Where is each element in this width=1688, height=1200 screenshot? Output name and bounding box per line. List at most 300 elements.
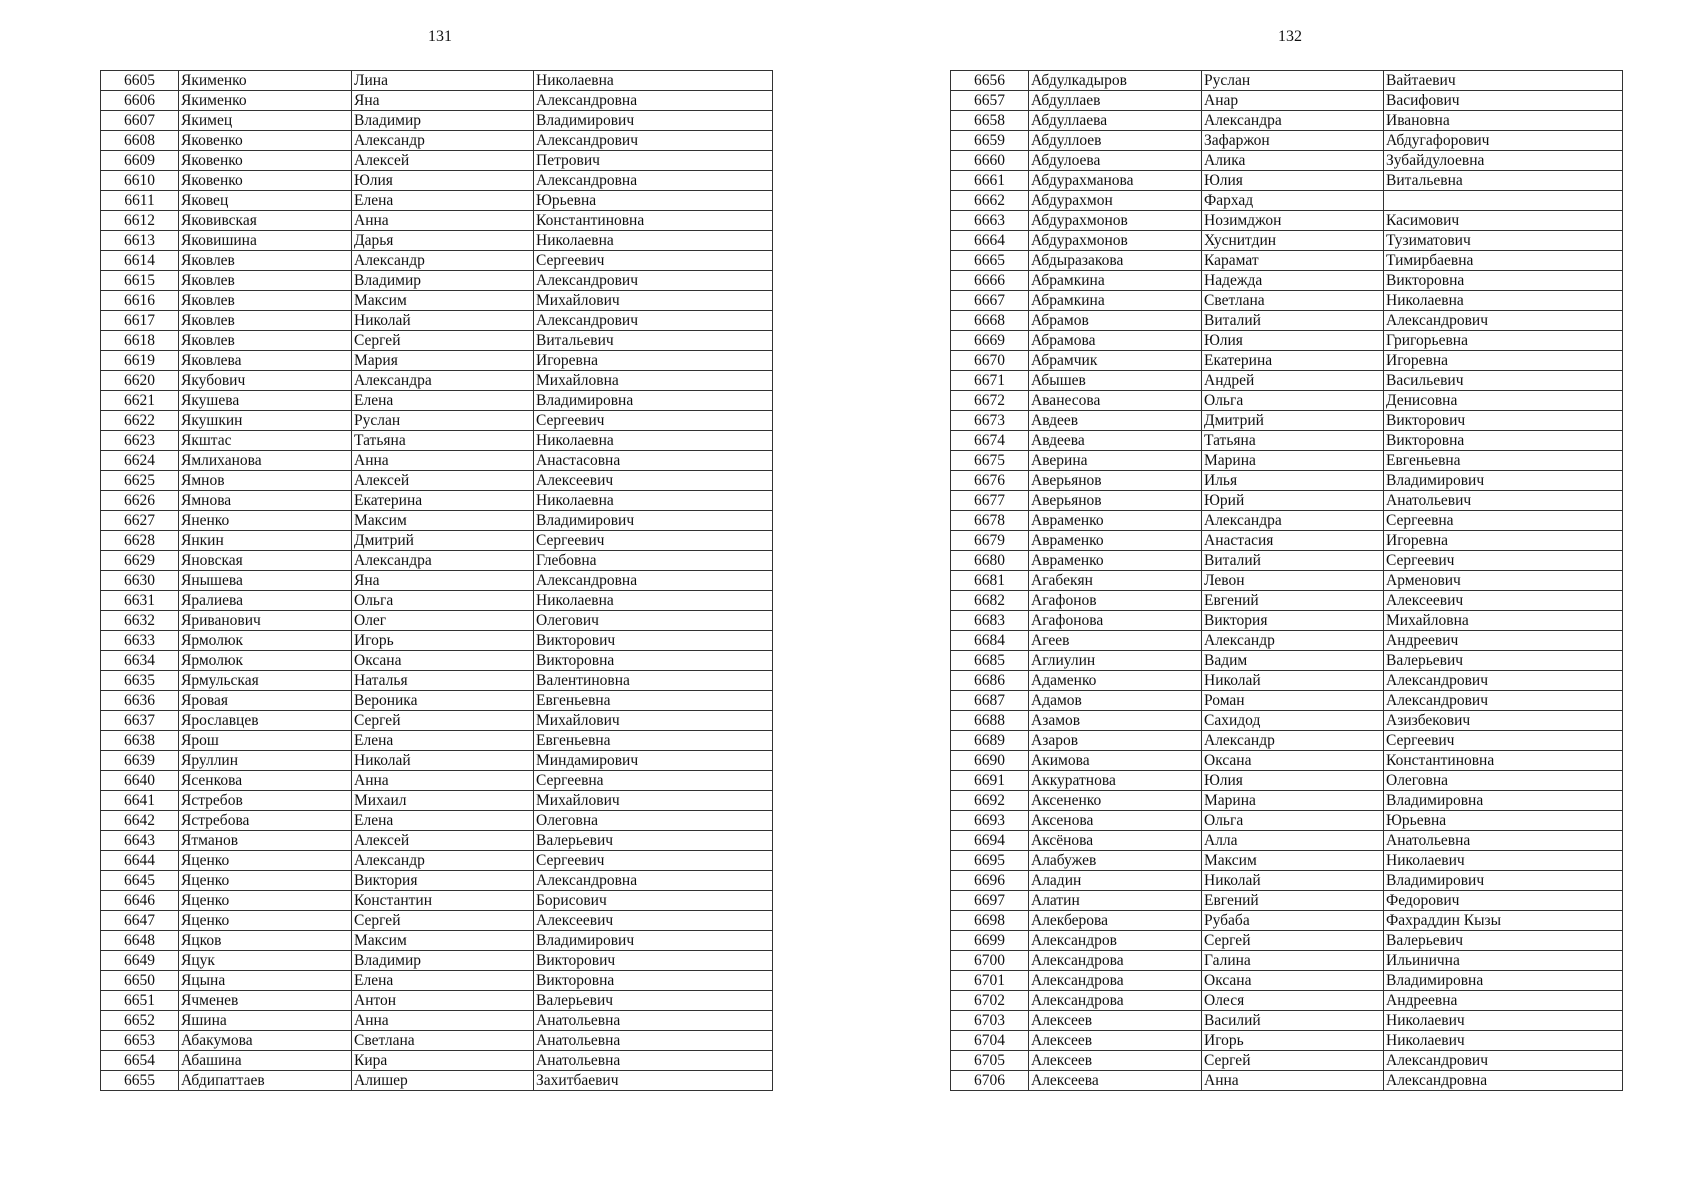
first-name-cell: Александра [1202, 511, 1384, 531]
patronymic-cell: Евгеньевна [1384, 451, 1623, 471]
patronymic-cell: Александрович [1384, 1051, 1623, 1071]
first-name-cell: Оксана [352, 651, 534, 671]
table-row [101, 631, 773, 651]
patronymic-cell: Борисович [534, 891, 773, 911]
first-name-cell: Зафаржон [1202, 131, 1384, 151]
first-name-cell: Яна [352, 91, 534, 111]
first-name-cell: Марина [1202, 791, 1384, 811]
patronymic-cell: Владимирович [1384, 471, 1623, 491]
record-number-cell: 6644 [101, 851, 179, 871]
record-number-cell: 6692 [951, 791, 1029, 811]
record-number-cell: 6700 [951, 951, 1029, 971]
record-number-cell: 6671 [951, 371, 1029, 391]
record-number-cell: 6605 [101, 71, 179, 91]
last-name-cell: Агеев [1029, 631, 1202, 651]
last-name-cell: Авраменко [1029, 551, 1202, 571]
record-number-cell: 6660 [951, 151, 1029, 171]
last-name-cell: Якименко [179, 71, 352, 91]
table-row [951, 71, 1623, 91]
patronymic-cell: Валерьевич [1384, 651, 1623, 671]
first-name-cell: Елена [352, 811, 534, 831]
record-number-cell: 6663 [951, 211, 1029, 231]
patronymic-cell: Сергеевич [534, 251, 773, 271]
record-number-cell: 6611 [101, 191, 179, 211]
record-number-cell: 6640 [101, 771, 179, 791]
patronymic-cell: Александровна [534, 871, 773, 891]
first-name-cell: Екатерина [352, 491, 534, 511]
patronymic-cell: Владимирович [1384, 871, 1623, 891]
last-name-cell: Аксенова [1029, 811, 1202, 831]
last-name-cell: Аксёнова [1029, 831, 1202, 851]
last-name-cell: Якштас [179, 431, 352, 451]
last-name-cell: Яровая [179, 691, 352, 711]
table-row [101, 651, 773, 671]
table-row [101, 751, 773, 771]
first-name-cell: Владимир [352, 111, 534, 131]
last-name-cell: Адамов [1029, 691, 1202, 711]
first-name-cell: Оксана [1202, 751, 1384, 771]
record-number-cell: 6609 [101, 151, 179, 171]
record-number-cell: 6632 [101, 611, 179, 631]
last-name-cell: Аверьянов [1029, 471, 1202, 491]
last-name-cell: Яненко [179, 511, 352, 531]
first-name-cell: Екатерина [1202, 351, 1384, 371]
table-row [951, 731, 1623, 751]
record-number-cell: 6706 [951, 1071, 1029, 1091]
table-row [951, 811, 1623, 831]
last-name-cell: Абдуллаев [1029, 91, 1202, 111]
first-name-cell: Андрей [1202, 371, 1384, 391]
patronymic-cell: Александрович [1384, 311, 1623, 331]
last-name-cell: Ямнов [179, 471, 352, 491]
patronymic-cell: Владимирович [534, 931, 773, 951]
record-number-cell: 6667 [951, 291, 1029, 311]
first-name-cell: Роман [1202, 691, 1384, 711]
first-name-cell: Елена [352, 191, 534, 211]
table-row [101, 931, 773, 951]
table-row [101, 171, 773, 191]
first-name-cell: Вероника [352, 691, 534, 711]
last-name-cell: Ямлиханова [179, 451, 352, 471]
first-name-cell: Олеся [1202, 991, 1384, 1011]
last-name-cell: Агафонов [1029, 591, 1202, 611]
first-name-cell: Анастасия [1202, 531, 1384, 551]
table-row [101, 1051, 773, 1071]
table-row [951, 911, 1623, 931]
record-number-cell: 6651 [101, 991, 179, 1011]
first-name-cell: Евгений [1202, 891, 1384, 911]
table-row [101, 411, 773, 431]
table-row [101, 471, 773, 491]
record-number-cell: 6625 [101, 471, 179, 491]
last-name-cell: Авдеев [1029, 411, 1202, 431]
table-row [101, 891, 773, 911]
first-name-cell: Юлия [1202, 171, 1384, 191]
first-name-cell: Елена [352, 731, 534, 751]
last-name-cell: Яковлев [179, 311, 352, 331]
first-name-cell: Игорь [1202, 1031, 1384, 1051]
patronymic-cell: Евгеньевна [534, 731, 773, 751]
first-name-cell: Николай [352, 311, 534, 331]
first-name-cell: Татьяна [352, 431, 534, 451]
patronymic-cell: Андреевич [1384, 631, 1623, 651]
table-row [951, 151, 1623, 171]
last-name-cell: Акимова [1029, 751, 1202, 771]
last-name-cell: Алексеев [1029, 1051, 1202, 1071]
first-name-cell: Алексей [352, 831, 534, 851]
patronymic-cell: Олеговна [534, 811, 773, 831]
patronymic-cell: Владимировна [1384, 971, 1623, 991]
last-name-cell: Аверина [1029, 451, 1202, 471]
patronymic-cell: Миндамирович [534, 751, 773, 771]
table-row [101, 451, 773, 471]
table-row [951, 291, 1623, 311]
patronymic-cell: Викторович [534, 951, 773, 971]
record-number-cell: 6616 [101, 291, 179, 311]
first-name-cell: Александра [352, 371, 534, 391]
table-row [951, 971, 1623, 991]
first-name-cell: Максим [352, 511, 534, 531]
record-number-cell: 6686 [951, 671, 1029, 691]
record-number-cell: 6617 [101, 311, 179, 331]
table-row [101, 851, 773, 871]
last-name-cell: Яковлев [179, 271, 352, 291]
record-number-cell: 6607 [101, 111, 179, 131]
last-name-cell: Азамов [1029, 711, 1202, 731]
last-name-cell: Абышев [1029, 371, 1202, 391]
patronymic-cell: Михайлович [534, 291, 773, 311]
first-name-cell: Сахидод [1202, 711, 1384, 731]
table-row [951, 91, 1623, 111]
table-row [951, 251, 1623, 271]
patronymic-cell: Тимирбаевна [1384, 251, 1623, 271]
patronymic-cell: Сергеевич [1384, 551, 1623, 571]
table-row [101, 511, 773, 531]
record-number-cell: 6697 [951, 891, 1029, 911]
table-row [951, 691, 1623, 711]
patronymic-cell: Денисовна [1384, 391, 1623, 411]
record-number-cell: 6703 [951, 1011, 1029, 1031]
table-row [101, 951, 773, 971]
patronymic-cell: Анастасовна [534, 451, 773, 471]
record-number-cell: 6705 [951, 1051, 1029, 1071]
page-number: 132 [1278, 28, 1302, 45]
patronymic-cell: Сергеевна [534, 771, 773, 791]
last-name-cell: Алексеев [1029, 1011, 1202, 1031]
record-number-cell: 6647 [101, 911, 179, 931]
first-name-cell: Руслан [352, 411, 534, 431]
patronymic-cell: Тузиматович [1384, 231, 1623, 251]
table-row [951, 451, 1623, 471]
record-number-cell: 6648 [101, 931, 179, 951]
table-row [951, 551, 1623, 571]
patronymic-cell: Владимировна [1384, 791, 1623, 811]
first-name-cell: Сергей [352, 911, 534, 931]
first-name-cell: Виктория [1202, 611, 1384, 631]
record-number-cell: 6679 [951, 531, 1029, 551]
patronymic-cell: Владимировна [534, 391, 773, 411]
patronymic-cell: Николаевна [1384, 291, 1623, 311]
patronymic-cell: Васильевич [1384, 371, 1623, 391]
last-name-cell: Ярмульская [179, 671, 352, 691]
record-number-cell: 6666 [951, 271, 1029, 291]
table-row [101, 991, 773, 1011]
record-number-cell: 6653 [101, 1031, 179, 1051]
table-row [101, 531, 773, 551]
first-name-cell: Анна [1202, 1071, 1384, 1091]
patronymic-cell: Вайтаевич [1384, 71, 1623, 91]
patronymic-cell: Валерьевич [534, 991, 773, 1011]
last-name-cell: Абдурахмон [1029, 191, 1202, 211]
last-name-cell: Янышева [179, 571, 352, 591]
record-number-cell: 6650 [101, 971, 179, 991]
table-row [101, 431, 773, 451]
patronymic-cell: Юрьевна [534, 191, 773, 211]
patronymic-cell: Николаевна [534, 591, 773, 611]
table-row [951, 871, 1623, 891]
table-row [101, 231, 773, 251]
last-name-cell: Абдурахмонов [1029, 211, 1202, 231]
record-number-cell: 6649 [101, 951, 179, 971]
table-row [951, 891, 1623, 911]
table-row [101, 911, 773, 931]
first-name-cell: Вадим [1202, 651, 1384, 671]
table-row [951, 631, 1623, 651]
first-name-cell: Дарья [352, 231, 534, 251]
record-number-cell: 6690 [951, 751, 1029, 771]
first-name-cell: Николай [352, 751, 534, 771]
record-number-cell: 6621 [101, 391, 179, 411]
last-name-cell: Аванесова [1029, 391, 1202, 411]
record-number-cell: 6675 [951, 451, 1029, 471]
patronymic-cell: Николаевна [534, 231, 773, 251]
last-name-cell: Абдыразакова [1029, 251, 1202, 271]
table-row [951, 171, 1623, 191]
patronymic-cell: Анатольевна [1384, 831, 1623, 851]
patronymic-cell: Арменович [1384, 571, 1623, 591]
last-name-cell: Яралиева [179, 591, 352, 611]
record-number-cell: 6654 [101, 1051, 179, 1071]
last-name-cell: Агабекян [1029, 571, 1202, 591]
first-name-cell: Фархад [1202, 191, 1384, 211]
first-name-cell: Александр [1202, 731, 1384, 751]
patronymic-cell: Федорович [1384, 891, 1623, 911]
first-name-cell: Алексей [352, 151, 534, 171]
last-name-cell: Абдуллоев [1029, 131, 1202, 151]
patronymic-cell: Николаевич [1384, 1031, 1623, 1051]
record-number-cell: 6613 [101, 231, 179, 251]
first-name-cell: Дмитрий [1202, 411, 1384, 431]
record-number-cell: 6606 [101, 91, 179, 111]
first-name-cell: Кира [352, 1051, 534, 1071]
first-name-cell: Галина [1202, 951, 1384, 971]
first-name-cell: Александра [1202, 111, 1384, 131]
last-name-cell: Якубович [179, 371, 352, 391]
first-name-cell: Лина [352, 71, 534, 91]
patronymic-cell: Андреевна [1384, 991, 1623, 1011]
table-row [101, 111, 773, 131]
first-name-cell: Оксана [1202, 971, 1384, 991]
first-name-cell: Алишер [352, 1071, 534, 1091]
table-row [951, 491, 1623, 511]
last-name-cell: Алекберова [1029, 911, 1202, 931]
record-number-cell: 6683 [951, 611, 1029, 631]
last-name-cell: Ячменев [179, 991, 352, 1011]
first-name-cell: Хуснитдин [1202, 231, 1384, 251]
first-name-cell: Алика [1202, 151, 1384, 171]
last-name-cell: Ястребов [179, 791, 352, 811]
record-number-cell: 6677 [951, 491, 1029, 511]
table-row [101, 491, 773, 511]
patronymic-cell: Викторовна [534, 651, 773, 671]
record-number-cell: 6657 [951, 91, 1029, 111]
table-row [101, 711, 773, 731]
first-name-cell: Марина [1202, 451, 1384, 471]
table-row [101, 551, 773, 571]
patronymic-cell: Евгеньевна [534, 691, 773, 711]
last-name-cell: Агафонова [1029, 611, 1202, 631]
patronymic-cell: Азизбекович [1384, 711, 1623, 731]
record-number-cell: 6680 [951, 551, 1029, 571]
table-row [101, 871, 773, 891]
last-name-cell: Аверьянов [1029, 491, 1202, 511]
table-row [951, 431, 1623, 451]
last-name-cell: Абрамкина [1029, 271, 1202, 291]
table-row [951, 671, 1623, 691]
record-number-cell: 6691 [951, 771, 1029, 791]
record-number-cell: 6630 [101, 571, 179, 591]
patronymic-cell: Владимирович [534, 111, 773, 131]
first-name-cell: Юлия [352, 171, 534, 191]
record-number-cell: 6638 [101, 731, 179, 751]
table-row [951, 131, 1623, 151]
patronymic-cell: Сергеевна [1384, 511, 1623, 531]
patronymic-cell: Николаевич [1384, 851, 1623, 871]
first-name-cell: Владимир [352, 951, 534, 971]
last-name-cell: Алексеева [1029, 1071, 1202, 1091]
patronymic-cell: Петрович [534, 151, 773, 171]
patronymic-cell: Валерьевич [534, 831, 773, 851]
last-name-cell: Яковенко [179, 171, 352, 191]
table-row [951, 771, 1623, 791]
table-row [951, 951, 1623, 971]
last-name-cell: Ярмолюк [179, 631, 352, 651]
table-row [951, 531, 1623, 551]
record-number-cell: 6664 [951, 231, 1029, 251]
table-row [951, 111, 1623, 131]
first-name-cell: Александр [352, 251, 534, 271]
first-name-cell: Сергей [1202, 931, 1384, 951]
last-name-cell: Аладин [1029, 871, 1202, 891]
record-number-cell: 6614 [101, 251, 179, 271]
patronymic-cell: Зубайдулоевна [1384, 151, 1623, 171]
table-row [101, 391, 773, 411]
last-name-cell: Ярмолюк [179, 651, 352, 671]
last-name-cell: Яковлев [179, 331, 352, 351]
table-row [951, 571, 1623, 591]
roster-table [950, 70, 1623, 1091]
last-name-cell: Яновская [179, 551, 352, 571]
patronymic-cell: Михайловна [1384, 611, 1623, 631]
table-row [101, 691, 773, 711]
record-number-cell: 6682 [951, 591, 1029, 611]
first-name-cell: Алла [1202, 831, 1384, 851]
last-name-cell: Яценко [179, 911, 352, 931]
table-row [951, 611, 1623, 631]
last-name-cell: Яковишина [179, 231, 352, 251]
first-name-cell: Надежда [1202, 271, 1384, 291]
table-row [951, 991, 1623, 1011]
record-number-cell: 6656 [951, 71, 1029, 91]
last-name-cell: Яриванович [179, 611, 352, 631]
last-name-cell: Яцына [179, 971, 352, 991]
patronymic-cell: Александрович [534, 131, 773, 151]
last-name-cell: Ястребова [179, 811, 352, 831]
first-name-cell: Ольга [1202, 391, 1384, 411]
patronymic-cell: Николаевна [534, 431, 773, 451]
table-row [101, 271, 773, 291]
last-name-cell: Авдеева [1029, 431, 1202, 451]
first-name-cell: Юлия [1202, 331, 1384, 351]
first-name-cell: Елена [352, 971, 534, 991]
table-row [951, 791, 1623, 811]
last-name-cell: Абдуллаева [1029, 111, 1202, 131]
first-name-cell: Виталий [1202, 311, 1384, 331]
record-number-cell: 6672 [951, 391, 1029, 411]
patronymic-cell: Олегович [534, 611, 773, 631]
table-row [951, 831, 1623, 851]
patronymic-cell: Григорьевна [1384, 331, 1623, 351]
record-number-cell: 6627 [101, 511, 179, 531]
patronymic-cell: Валентиновна [534, 671, 773, 691]
patronymic-cell: Викторовна [534, 971, 773, 991]
table-row [951, 191, 1623, 211]
table-row [101, 291, 773, 311]
first-name-cell: Николай [1202, 871, 1384, 891]
last-name-cell: Яковивская [179, 211, 352, 231]
record-number-cell: 6684 [951, 631, 1029, 651]
last-name-cell: Абдулоева [1029, 151, 1202, 171]
record-number-cell: 6619 [101, 351, 179, 371]
patronymic-cell: Юрьевна [1384, 811, 1623, 831]
patronymic-cell: Викторович [534, 631, 773, 651]
last-name-cell: Ярославцев [179, 711, 352, 731]
first-name-cell: Руслан [1202, 71, 1384, 91]
first-name-cell: Антон [352, 991, 534, 1011]
patronymic-cell: Валерьевич [1384, 931, 1623, 951]
first-name-cell: Константин [352, 891, 534, 911]
table-row [101, 71, 773, 91]
last-name-cell: Якимец [179, 111, 352, 131]
record-number-cell: 6643 [101, 831, 179, 851]
table-row [951, 751, 1623, 771]
record-number-cell: 6655 [101, 1071, 179, 1091]
patronymic-cell: Касимович [1384, 211, 1623, 231]
record-number-cell: 6612 [101, 211, 179, 231]
first-name-cell: Светлана [1202, 291, 1384, 311]
last-name-cell: Алексеев [1029, 1031, 1202, 1051]
record-number-cell: 6635 [101, 671, 179, 691]
last-name-cell: Абрамкина [1029, 291, 1202, 311]
table-row [951, 351, 1623, 371]
last-name-cell: Абдурахманова [1029, 171, 1202, 191]
record-number-cell: 6678 [951, 511, 1029, 531]
first-name-cell: Нозимджон [1202, 211, 1384, 231]
record-number-cell: 6652 [101, 1011, 179, 1031]
record-number-cell: 6670 [951, 351, 1029, 371]
record-number-cell: 6639 [101, 751, 179, 771]
record-number-cell: 6631 [101, 591, 179, 611]
